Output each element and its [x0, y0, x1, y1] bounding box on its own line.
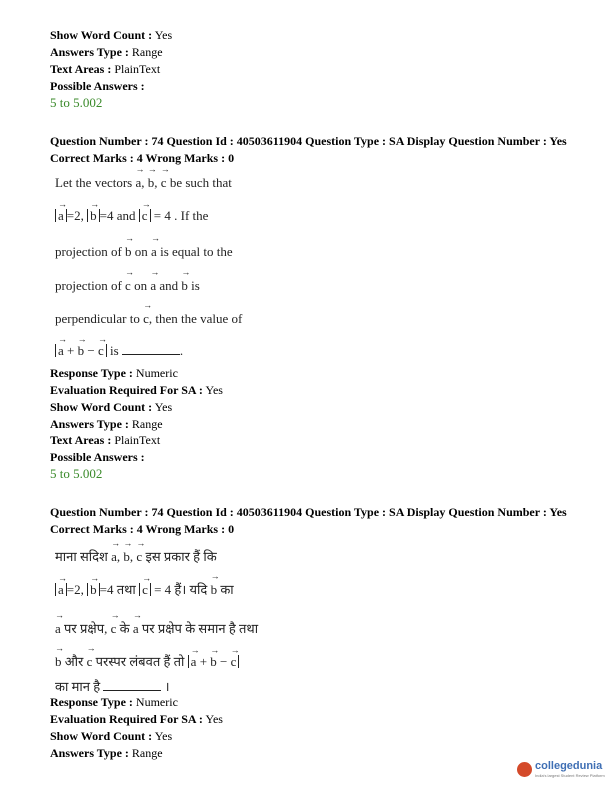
value: Yes [152, 28, 173, 42]
label: Text Areas : [50, 62, 112, 76]
q2-line-1: माना सदिश → a, → b, → c इस प्रकार हैं कि [55, 547, 217, 565]
q1-line-6: → a + → b − → c is . [55, 343, 183, 359]
possible-answers-value-2: 5 to 5.002 [50, 466, 103, 481]
q1-line-2: → a =2, → b =4 and → c = 4 . If the [55, 208, 208, 224]
possible-answers-label-2: Possible Answers : [50, 450, 145, 464]
q1-line-3: projection of → b on → a is equal to the [55, 244, 233, 260]
show-word-count-1 [50, 28, 172, 42]
value: PlainText [111, 62, 161, 76]
text-areas-1 [50, 62, 160, 76]
question-marks-hindi: Correct Marks : 4 Wrong Marks : 0 [50, 522, 235, 536]
logo-tagline: India's largest Student Review Platform [535, 773, 605, 778]
label: Answers Type : [50, 45, 129, 59]
possible-answers-value-1: 5 to 5.002 [50, 95, 103, 110]
label: Show Word Count : [50, 28, 153, 42]
q2-line-4: → b और → c परस्पर लंबवत हैं तो → a + → b − → c [55, 652, 239, 670]
answers-type-2: Answers Type : Range [50, 417, 163, 431]
value: Range [128, 45, 163, 59]
collegedunia-logo [517, 760, 607, 782]
show-word-count-3: Show Word Count : Yes [50, 729, 173, 743]
response-type-3: Response Type : Numeric [50, 695, 178, 709]
question-header: Question Number : 74 Question Id : 40503611904 Question Type : SA Display Question Number : Yes [50, 134, 567, 148]
answers-type-1 [50, 45, 163, 59]
q2-line-5: का मान है । [55, 679, 170, 694]
q1-line-1: Let the vectors → a, → b, → c be such that [55, 175, 232, 191]
logo-mascot-icon [517, 762, 532, 777]
q1-line-4: projection of → c on → a and → b is [55, 278, 200, 294]
question-header-hindi: Question Number : 74 Question Id : 40503611904 Question Type : SA Display Question Number : Yes [50, 505, 567, 519]
q2-line-3: → a पर प्रक्षेप, → c के → a पर प्रक्षेप के समान है तथा [55, 619, 258, 637]
question-marks: Correct Marks : 4 Wrong Marks : 0 [50, 151, 235, 165]
show-word-count-2: Show Word Count : Yes [50, 400, 173, 414]
response-type-2: Response Type : Numeric [50, 366, 178, 380]
eval-required-3: Evaluation Required For SA : Yes [50, 712, 223, 726]
q1-line-5: perpendicular to → c, then the value of [55, 311, 242, 327]
eval-required-2: Evaluation Required For SA : Yes [50, 383, 223, 397]
text-areas-2: Text Areas : PlainText [50, 433, 161, 447]
answers-type-3: Answers Type : Range [50, 746, 163, 760]
logo-name: collegedunia [535, 760, 603, 772]
q2-line-2: → a =2, → b =4 तथा → c = 4 हैं। यदि → b का [55, 580, 234, 598]
possible-answers-label-1: Possible Answers : [50, 79, 145, 93]
